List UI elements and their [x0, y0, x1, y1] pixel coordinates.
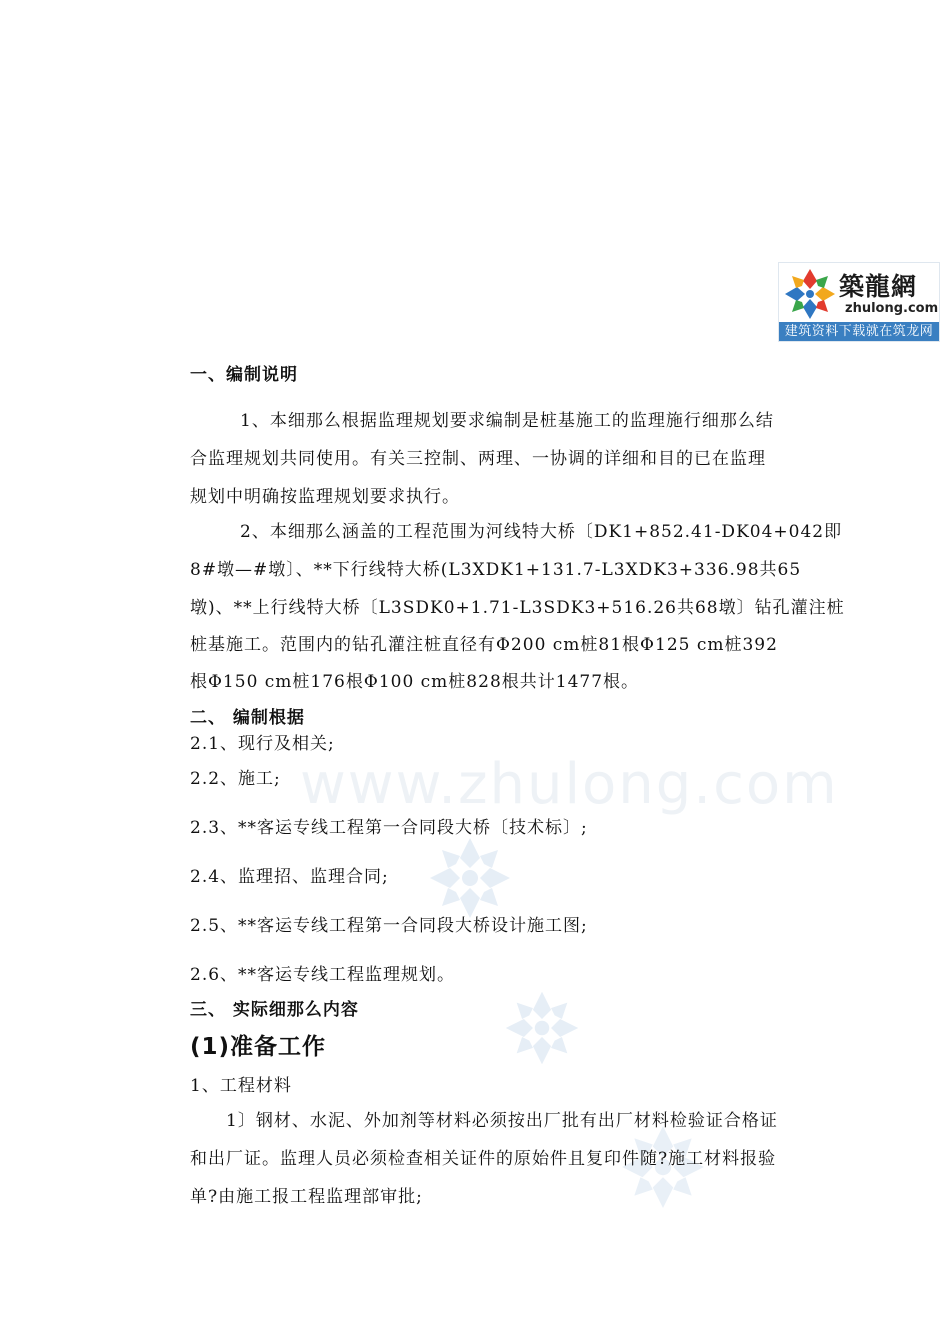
paragraph-line: 1、本细那么根据监理规划要求编制是桩基施工的监理施行细那么结 [240, 411, 774, 431]
paragraph-line: 单?由施工报工程监理部审批; [190, 1187, 423, 1207]
paragraph-line: 墩)、**上行线特大桥〔L3SDK0+1.71-L3SDK3+516.26共68墩〕钻孔灌注桩 [190, 598, 845, 618]
paragraph-line: 桩基施工。范围内的钻孔灌注桩直径有Φ200 cm桩81根Φ125 cm桩392 [190, 635, 778, 655]
logo-slogan: 建筑资料下载就在筑龙网 [779, 322, 939, 341]
list-item: 2.6、**客运专线工程监理规划。 [190, 965, 456, 985]
zhulong-logo [778, 262, 940, 342]
paragraph-line: 根Φ150 cm桩176根Φ100 cm桩828根共计1477根。 [190, 672, 640, 692]
watermark-text: www.zhulong.com [300, 752, 839, 817]
section-3-heading: 三、 实际细那么内容 [190, 1000, 359, 1020]
list-item: 2.5、**客运专线工程第一合同段大桥设计施工图; [190, 916, 588, 936]
section-1-heading: 一、编制说明 [190, 365, 298, 385]
section-2-heading: 二、 编制根据 [190, 708, 305, 728]
paragraph-line: 规划中明确按监理规划要求执行。 [190, 487, 460, 507]
list-item: 2.3、**客运专线工程第一合同段大桥〔技术标〕; [190, 818, 588, 838]
paragraph-line: 1〕钢材、水泥、外加剂等材料必须按出厂批有出厂材料检验证合格证 [226, 1111, 778, 1131]
paragraph-line: 和出厂证。监理人员必须检查相关证件的原始件且复印件随?施工材料报验 [190, 1149, 777, 1169]
watermark-snowflake-icon [504, 990, 580, 1066]
list-item: 2.2、施工; [190, 769, 281, 789]
logo-name-cn: 築龍網 [839, 272, 918, 301]
list-item: 2.1、现行及相关; [190, 734, 335, 754]
watermark-snowflake-icon [428, 836, 512, 920]
paragraph-line: 8#墩—#墩〕、**下行线特大桥(L3XDK1+131.7-L3XDK3+336.98共65 [190, 560, 802, 580]
paragraph-line: 合监理规划共同使用。有关三控制、两理、一协调的详细和目的已在监理 [190, 449, 766, 469]
item-title: 1、工程材料 [190, 1076, 292, 1096]
list-item: 2.4、监理招、监理合同; [190, 867, 389, 887]
zhulong-logo-icon [783, 267, 837, 321]
logo-domain: zhulong.com [845, 301, 939, 316]
paragraph-line: 2、本细那么涵盖的工程范围为河线特大桥〔DK1+852.41-DK04+042即 [240, 522, 843, 542]
subsection-heading: (1)准备工作 [190, 1034, 327, 1060]
